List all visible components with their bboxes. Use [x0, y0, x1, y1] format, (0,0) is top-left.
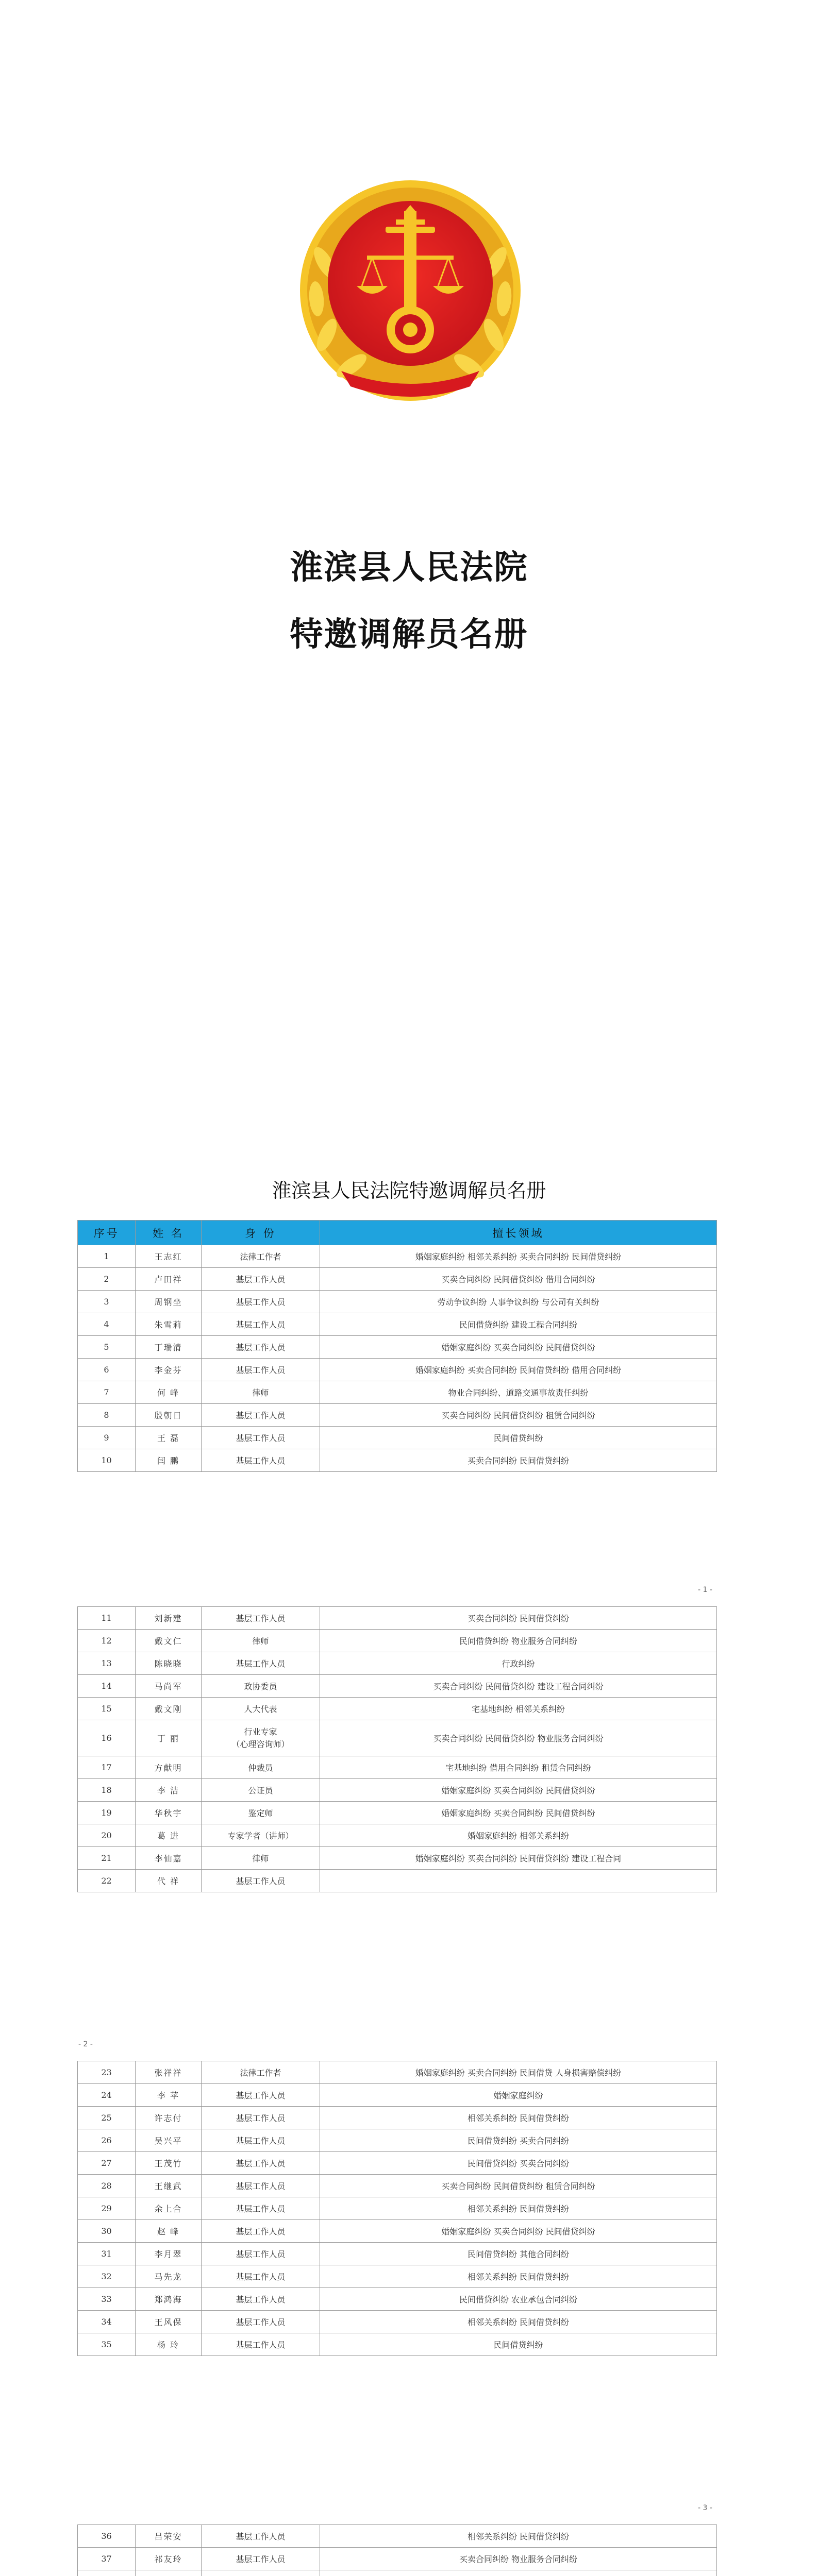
roster-table-page-4 [77, 2524, 717, 2576]
table-row [78, 1449, 717, 1472]
cell-name: 葛 进 [136, 1824, 202, 1847]
table-row [78, 1630, 717, 1652]
cell-seq: 3 [78, 1291, 136, 1313]
table-row [78, 2084, 717, 2107]
cell-expertise: 相邻关系纠纷 民间借贷纠纷 [320, 2525, 717, 2548]
table-row [78, 2311, 717, 2333]
cell-seq: 30 [78, 2220, 136, 2243]
cell-name: 吕荣安 [136, 2525, 202, 2548]
cell-expertise: 婚姻家庭纠纷 [320, 2084, 717, 2107]
cell-seq: 36 [78, 2525, 136, 2548]
cell-expertise: 行政纠纷 [320, 1652, 717, 1675]
table-row [78, 2220, 717, 2243]
cell-seq [78, 2570, 136, 2576]
cell-name: 张祥祥 [136, 2061, 202, 2084]
cell-identity: 基层工作人员 [202, 2220, 320, 2243]
cell-name: 丁 丽 [136, 1720, 202, 1756]
cell-expertise: 婚姻家庭纠纷 买卖合同纠纷 民间借贷纠纷 借用合同纠纷 [320, 1359, 717, 1381]
table-row [78, 1652, 717, 1675]
cell-name: 李 洁 [136, 1779, 202, 1802]
cell-seq: 6 [78, 1359, 136, 1381]
cell-expertise [320, 1870, 717, 1892]
cell-identity: 律师 [202, 1630, 320, 1652]
cell-expertise: 买卖合同纠纷 民间借贷纠纷 建设工程合同纠纷 [320, 1675, 717, 1698]
cell-seq: 14 [78, 1675, 136, 1698]
cell-identity: 公证员 [202, 1779, 320, 1802]
cell-expertise: 买卖合同纠纷 物业服务合同纠纷 [320, 2548, 717, 2570]
cell-seq: 13 [78, 1652, 136, 1675]
table-row [78, 1268, 717, 1291]
cell-identity: 基层工作人员 [202, 1652, 320, 1675]
cell-identity: 基层工作人员 [202, 2333, 320, 2356]
cell-identity: 基层工作人员 [202, 2243, 320, 2265]
cell-name: 刘新建 [136, 1607, 202, 1630]
cell-seq: 22 [78, 1870, 136, 1892]
cell-name: 代 祥 [136, 1870, 202, 1892]
cell-seq: 5 [78, 1336, 136, 1359]
roster-table-page-3 [77, 2061, 717, 2356]
cell-identity: 基层工作人员 [202, 1449, 320, 1472]
cell-identity: 基层工作人员 [202, 2288, 320, 2311]
cell-seq: 8 [78, 1404, 136, 1427]
table-row [78, 1245, 717, 1268]
cell-seq: 23 [78, 2061, 136, 2084]
cell-identity: 基层工作人员 [202, 2548, 320, 2570]
cover-title-line2: 特邀调解员名册 [290, 615, 528, 654]
cell-identity: 人大代表 [202, 1698, 320, 1720]
cell-name: 李 苹 [136, 2084, 202, 2107]
cell-expertise: 买卖合同纠纷 民间借贷纠纷 [320, 1449, 717, 1472]
cell-expertise: 民间借贷纠纷 其他合同纠纷 [320, 2243, 717, 2265]
cell-seq: 4 [78, 1313, 136, 1336]
cell-expertise: 买卖合同纠纷 民间借贷纠纷 物业服务合同纠纷 [320, 1720, 717, 1756]
cell-identity: 基层工作人员 [202, 1404, 320, 1427]
cell-seq: 35 [78, 2333, 136, 2356]
cell-identity: 政协委员 [202, 1675, 320, 1698]
cell-expertise: 婚姻家庭纠纷 买卖合同纠纷 民间借贷纠纷 [320, 1336, 717, 1359]
col-header-seq: 序号 [78, 1221, 136, 1245]
cell-name: 朱雪莉 [136, 1313, 202, 1336]
table-row [78, 2570, 717, 2576]
table-row [78, 2525, 717, 2548]
cell-seq: 21 [78, 1847, 136, 1870]
cell-name: 华秋宇 [136, 1802, 202, 1824]
cell-expertise: 宅基地纠纷 借用合同纠纷 租赁合同纠纷 [320, 1756, 717, 1779]
cell-expertise: 婚姻家庭纠纷 买卖合同纠纷 民间借贷纠纷 建设工程合同 [320, 1847, 717, 1870]
cell-name: 马先龙 [136, 2265, 202, 2288]
cell-identity: 基层工作人员 [202, 1313, 320, 1336]
cell-identity: 基层工作人员 [202, 1291, 320, 1313]
cell-name: 闫 鹏 [136, 1449, 202, 1472]
cell-identity [202, 2570, 320, 2576]
table-row [78, 1336, 717, 1359]
table-header-row [78, 1221, 717, 1245]
cell-name: 吴兴平 [136, 2129, 202, 2152]
cell-seq: 9 [78, 1427, 136, 1449]
court-emblem-icon [295, 175, 526, 406]
cell-seq: 2 [78, 1268, 136, 1291]
table-row [78, 2548, 717, 2570]
table-row [78, 2265, 717, 2288]
table-row [78, 1404, 717, 1427]
table-row [78, 1313, 717, 1336]
cell-expertise [320, 2570, 717, 2576]
cell-expertise: 民间借贷纠纷 买卖合同纠纷 [320, 2152, 717, 2175]
cell-identity: 律师 [202, 1381, 320, 1404]
page-number: - 3 - [698, 2504, 712, 2512]
cell-expertise: 相邻关系纠纷 民间借贷纠纷 [320, 2107, 717, 2129]
table-row [78, 1607, 717, 1630]
page-number: - 2 - [78, 2040, 93, 2048]
table-row [78, 1802, 717, 1824]
table-row [78, 1359, 717, 1381]
cell-seq: 17 [78, 1756, 136, 1779]
page-number: - 1 - [698, 1586, 712, 1594]
col-header-expertise: 擅长领域 [320, 1221, 717, 1245]
cell-seq: 10 [78, 1449, 136, 1472]
cell-expertise: 婚姻家庭纠纷 买卖合同纠纷 民间借贷 人身损害赔偿纠纷 [320, 2061, 717, 2084]
cell-identity: 行业专家 （心理咨询师） [202, 1720, 320, 1756]
cell-expertise: 相邻关系纠纷 民间借贷纠纷 [320, 2197, 717, 2220]
table-row [78, 1291, 717, 1313]
cell-expertise: 相邻关系纠纷 民间借贷纠纷 [320, 2265, 717, 2288]
cell-name: 方献明 [136, 1756, 202, 1779]
table-row [78, 1779, 717, 1802]
cell-identity: 基层工作人员 [202, 2084, 320, 2107]
cell-expertise: 劳动争议纠纷 人事争议纠纷 与公司有关纠纷 [320, 1291, 717, 1313]
cell-name: 余上合 [136, 2197, 202, 2220]
cell-name: 卢田祥 [136, 1268, 202, 1291]
cell-name: 戴文仁 [136, 1630, 202, 1652]
cell-identity: 鉴定师 [202, 1802, 320, 1824]
cell-seq: 18 [78, 1779, 136, 1802]
cell-identity: 基层工作人员 [202, 1359, 320, 1381]
table-row [78, 2197, 717, 2220]
cell-identity: 仲裁员 [202, 1756, 320, 1779]
roster-table-page-2 [77, 1606, 717, 1892]
table-row [78, 1427, 717, 1449]
cell-seq: 26 [78, 2129, 136, 2152]
cell-identity: 基层工作人员 [202, 1268, 320, 1291]
cell-identity: 基层工作人员 [202, 1870, 320, 1892]
cell-seq: 7 [78, 1381, 136, 1404]
cell-name: 许志付 [136, 2107, 202, 2129]
cell-seq: 11 [78, 1607, 136, 1630]
cell-seq: 31 [78, 2243, 136, 2265]
cell-name: 王风保 [136, 2311, 202, 2333]
cell-seq: 29 [78, 2197, 136, 2220]
cell-seq: 15 [78, 1698, 136, 1720]
cell-expertise: 民间借贷纠纷 [320, 1427, 717, 1449]
cell-expertise: 买卖合同纠纷 民间借贷纠纷 借用合同纠纷 [320, 1268, 717, 1291]
cell-seq: 37 [78, 2548, 136, 2570]
cell-expertise: 宅基地纠纷 相邻关系纠纷 [320, 1698, 717, 1720]
cell-seq: 32 [78, 2265, 136, 2288]
table-row [78, 2061, 717, 2084]
cell-identity: 基层工作人员 [202, 1427, 320, 1449]
cell-identity: 基层工作人员 [202, 2265, 320, 2288]
table-row [78, 1756, 717, 1779]
cell-seq: 20 [78, 1824, 136, 1847]
cell-identity: 专家学者（讲师） [202, 1824, 320, 1847]
cell-name: 李仙嘉 [136, 1847, 202, 1870]
cell-name: 何 峰 [136, 1381, 202, 1404]
table-row [78, 1675, 717, 1698]
table-row [78, 1381, 717, 1404]
cell-name: 周钢坐 [136, 1291, 202, 1313]
cell-expertise: 婚姻家庭纠纷 买卖合同纠纷 民间借贷纠纷 [320, 1802, 717, 1824]
cell-name: 王继武 [136, 2175, 202, 2197]
col-header-identity: 身 份 [202, 1221, 320, 1245]
cell-seq: 28 [78, 2175, 136, 2197]
cell-name: 王志红 [136, 1245, 202, 1268]
cell-expertise: 物业合同纠纷、道路交通事故责任纠纷 [320, 1381, 717, 1404]
table-row [78, 2152, 717, 2175]
cell-identity: 基层工作人员 [202, 1607, 320, 1630]
cell-name: 祁友玲 [136, 2548, 202, 2570]
table-row [78, 1720, 717, 1756]
list-title: 淮滨县人民法院特邀调解员名册 [272, 1179, 546, 1202]
cell-expertise: 民间借贷纠纷 买卖合同纠纷 [320, 2129, 717, 2152]
cell-expertise: 婚姻家庭纠纷 买卖合同纠纷 民间借贷纠纷 [320, 2220, 717, 2243]
table-row [78, 2288, 717, 2311]
roster-table-page-1 [77, 1220, 717, 1472]
cell-expertise: 婚姻家庭纠纷 相邻关系纠纷 买卖合同纠纷 民间借贷纠纷 [320, 1245, 717, 1268]
cell-expertise: 民间借贷纠纷 物业服务合同纠纷 [320, 1630, 717, 1652]
col-header-name: 姓 名 [136, 1221, 202, 1245]
cell-name: 王 磊 [136, 1427, 202, 1449]
cell-name: 戴文刚 [136, 1698, 202, 1720]
cell-seq: 1 [78, 1245, 136, 1268]
cell-identity: 基层工作人员 [202, 2152, 320, 2175]
cell-identity: 法律工作者 [202, 2061, 320, 2084]
table-row [78, 2243, 717, 2265]
cell-seq: 27 [78, 2152, 136, 2175]
cell-identity: 基层工作人员 [202, 2197, 320, 2220]
cell-seq: 33 [78, 2288, 136, 2311]
cell-expertise: 买卖合同纠纷 民间借贷纠纷 租赁合同纠纷 [320, 1404, 717, 1427]
cell-expertise: 婚姻家庭纠纷 相邻关系纠纷 [320, 1824, 717, 1847]
cell-seq: 25 [78, 2107, 136, 2129]
cell-name: 赵 峰 [136, 2220, 202, 2243]
cell-expertise: 买卖合同纠纷 民间借贷纠纷 [320, 1607, 717, 1630]
cell-seq: 16 [78, 1720, 136, 1756]
cell-identity: 基层工作人员 [202, 2107, 320, 2129]
table-row [78, 1870, 717, 1892]
cell-expertise: 相邻关系纠纷 民间借贷纠纷 [320, 2311, 717, 2333]
table-row [78, 1824, 717, 1847]
cell-name [136, 2570, 202, 2576]
cell-identity: 基层工作人员 [202, 1336, 320, 1359]
cell-identity: 基层工作人员 [202, 2525, 320, 2548]
cell-identity: 基层工作人员 [202, 2175, 320, 2197]
cell-name: 杨 玲 [136, 2333, 202, 2356]
cell-expertise: 民间借贷纠纷 [320, 2333, 717, 2356]
cell-name: 马尚军 [136, 1675, 202, 1698]
cell-name: 李月翠 [136, 2243, 202, 2265]
cell-expertise: 民间借贷纠纷 建设工程合同纠纷 [320, 1313, 717, 1336]
cell-identity: 基层工作人员 [202, 2129, 320, 2152]
table-row [78, 2333, 717, 2356]
cell-expertise: 婚姻家庭纠纷 买卖合同纠纷 民间借贷纠纷 [320, 1779, 717, 1802]
cell-seq: 19 [78, 1802, 136, 1824]
table-row [78, 1847, 717, 1870]
cell-seq: 24 [78, 2084, 136, 2107]
table-row [78, 1698, 717, 1720]
cover-title-line1: 淮滨县人民法院 [290, 548, 528, 587]
cell-name: 王茂竹 [136, 2152, 202, 2175]
cell-seq: 34 [78, 2311, 136, 2333]
cell-identity: 法律工作者 [202, 1245, 320, 1268]
cell-identity: 律师 [202, 1847, 320, 1870]
cell-name: 李金芬 [136, 1359, 202, 1381]
table-row [78, 2129, 717, 2152]
cell-expertise: 买卖合同纠纷 民间借贷纠纷 租赁合同纠纷 [320, 2175, 717, 2197]
table-row [78, 2175, 717, 2197]
cell-name: 殷朝日 [136, 1404, 202, 1427]
cell-name: 丁瑞清 [136, 1336, 202, 1359]
table-row [78, 2107, 717, 2129]
cell-seq: 12 [78, 1630, 136, 1652]
cell-expertise: 民间借贷纠纷 农业承包合同纠纷 [320, 2288, 717, 2311]
cell-name: 郑鸿海 [136, 2288, 202, 2311]
cell-name: 陈晓晓 [136, 1652, 202, 1675]
cell-identity: 基层工作人员 [202, 2311, 320, 2333]
